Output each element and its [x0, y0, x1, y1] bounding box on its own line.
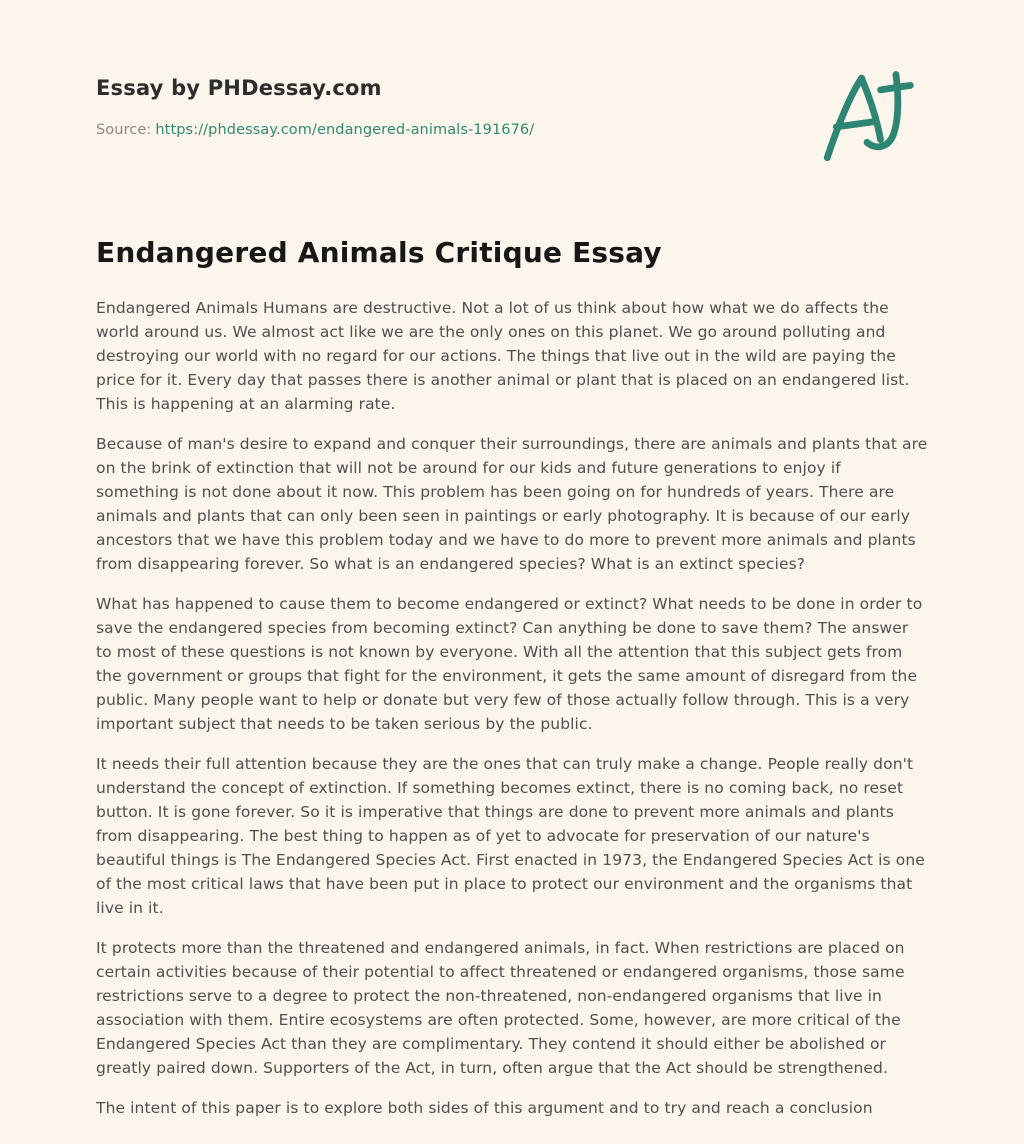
essay-paragraph: Endangered Animals Humans are destructive. Not a lot of us think about how what we do affects the world around us. We almost act like we are the only ones on this planet. We go around polluting and destroying our world with no regard for our actions. The things that live out in the wild are paying the price for it. Every day that passes there is another animal or plant that is placed on an endangered list. This is happening at an alarming rate.	[96, 299, 910, 413]
essay-paragraph: It protects more than the threatened and endangered animals, in fact. When restrictions are placed on certain activities because of their potential to affect threatened or endangered organisms, those same restrictions serve to a degree to protect the non-threatened, non-endangered organisms that live in association with them. Entire ecosystems are often protected. Some, however, are more critical of the Endangered Species Act than they are complimentary. They contend it should either be abolished or greatly paired down. Supporters of the Act, in turn, often argue that the Act should be strengthened.	[96, 939, 905, 1077]
source-url-link[interactable]: https://phdessay.com/endangered-animals-191676/	[155, 122, 535, 138]
source-line	[96, 122, 534, 138]
essay-title: Endangered Animals Critique Essay	[96, 236, 662, 269]
page-header	[96, 76, 928, 166]
essay-paragraph: What has happened to cause them to become endangered or extinct? What needs to be done in order to save the endangered species from becoming extinct? Can anything be done to save them? The answer to most of these questions is not known by everyone. With all the attention that this subject gets from the government or groups that fight for the environment, it gets the same amount of disregard from the public. Many people want to help or donate but very few of those actually follow through. This is a very important subject that needs to be taken serious by the public.	[96, 595, 923, 733]
source-label: Source:	[96, 122, 152, 138]
essay-paragraph: The intent of this paper is to explore both sides of this argument and to try and reach a conclusion	[96, 1099, 873, 1117]
header-text-block	[96, 76, 534, 138]
essay-paragraph: Because of man's desire to expand and conquer their surroundings, there are animals and plants that are on the brink of extinction that will not be around for our kids and future generations to enjoy if something is not done about it now. This problem has been going on for hundreds of years. There are animals and plants that can only been seen in paintings or early photography. It is because of our early ancestors that we have this problem today and we have to do more to prevent more animals and plants from disappearing forever. So what is an endangered species? What is an extinct species?	[96, 435, 928, 573]
essay-body	[96, 296, 928, 1120]
phdessay-logo-icon	[820, 68, 914, 166]
essay-paragraph: It needs their full attention because they are the ones that can truly make a change. People really don't understand the concept of extinction. If something becomes extinct, there is no coming back, no reset button. It is gone forever. So it is imperative that things are done to prevent more animals and plants from disappearing. The best thing to happen as of yet to advocate for preservation of our nature's beautiful things is The Endangered Species Act. First enacted in 1973, the Endangered Species Act is one of the most critical laws that have been put in place to protect our environment and the organisms that live in it.	[96, 755, 925, 917]
header-title: Essay by PHDessay.com	[96, 76, 382, 100]
